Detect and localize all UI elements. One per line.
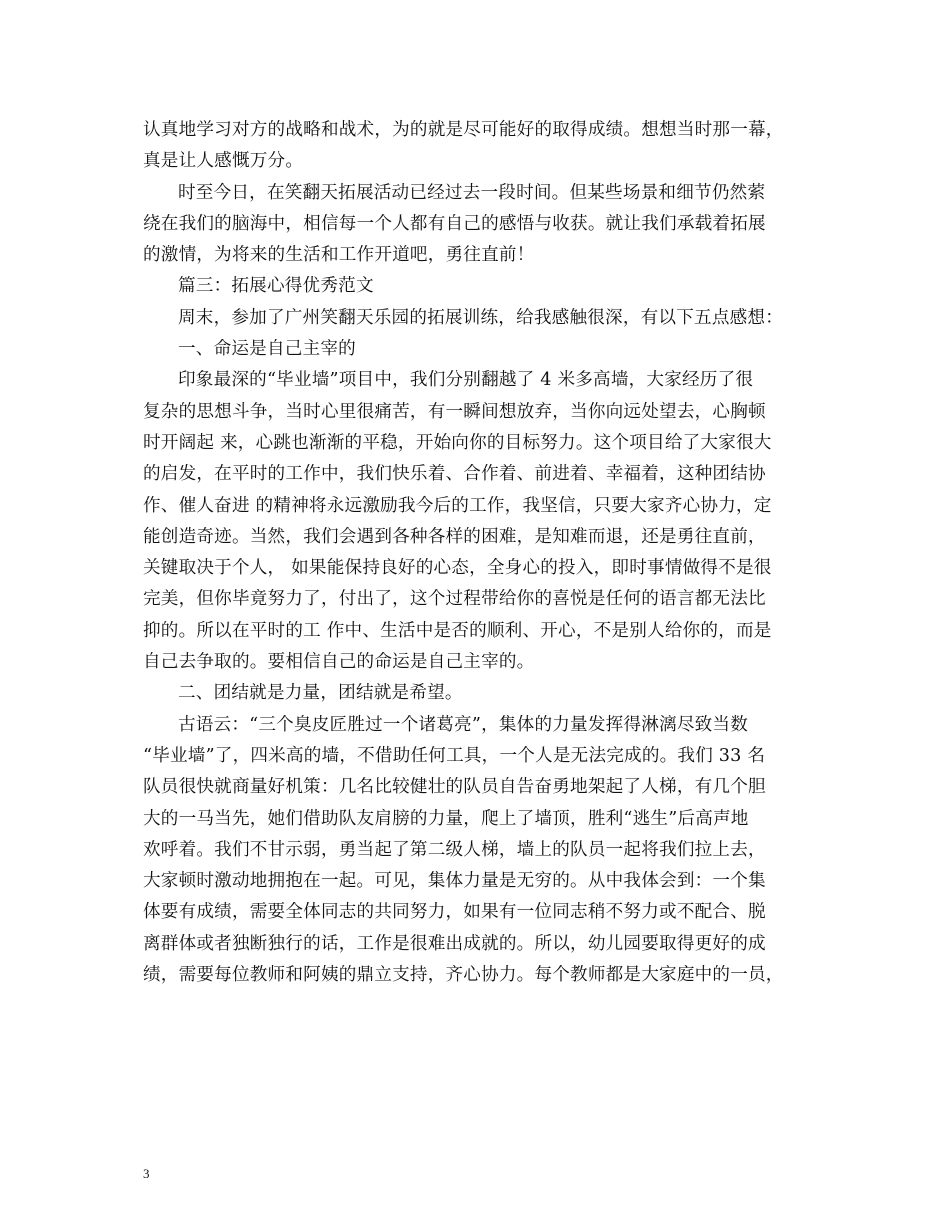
text-line: 绩，需要每位教师和阿姨的鼎立支持，齐心协力。每个教师都是大家庭中的一员， bbox=[143, 965, 784, 986]
text-line: 欢呼着。我们不甘示弱，勇当起了第二级人梯，墙上的队员一起将我们拉上去， bbox=[143, 839, 766, 860]
paragraph-start-line: 周末，参加了广州笑翻天乐园的拓展训练，给我感触很深，有以下五点感想： bbox=[178, 307, 783, 328]
text-line: 关键取决于个人， 如果能保持良好的心态，全身心的投入，即时事情做得不是很 bbox=[143, 558, 772, 579]
section-heading: 篇三：拓展心得优秀范文 bbox=[178, 276, 374, 297]
text-line: 能创造奇迹。当然，我们会遇到各种各样的困难，是知难而退，还是勇往直前， bbox=[143, 526, 766, 547]
paragraph-start-line: 时至今日，在笑翻天拓展活动已经过去一段时间。但某些场景和细节仍然萦 bbox=[178, 182, 766, 203]
text-line: 的激情，为将来的生活和工作开道吧，勇往直前！ bbox=[143, 245, 535, 266]
paragraph-start-line: 印象最深的“毕业墙”项目中，我们分别翻越了 4 米多高墙，大家经历了很 bbox=[178, 370, 754, 391]
text-line: 真是让人感慨万分。 bbox=[143, 151, 304, 172]
text-line: 队员很快就商量好机策：几名比较健壮的队员自告奋勇地架起了人梯，有几个胆 bbox=[143, 777, 766, 798]
text-line: 抑的。所以在平时的工 作中、生活中是否的顺利、开心，不是别人给你的，而是 bbox=[143, 620, 772, 641]
text-line: 作、催人奋进 的精神将永远激励我今后的工作，我坚信，只要大家齐心协力，定 bbox=[143, 495, 772, 516]
text-line: 时开阔起 来，心跳也渐渐的平稳，开始向你的目标努力。这个项目给了大家很大 bbox=[143, 432, 772, 453]
body-text bbox=[143, 115, 843, 991]
text-line: 离群体或者独断独行的话，工作是很难出成就的。所以，幼儿园要取得更好的成 bbox=[143, 933, 766, 954]
text-line: 认真地学习对方的战略和战术，为的就是尽可能好的取得成绩。想想当时那一幕， bbox=[143, 120, 784, 140]
text-line: 绕在我们的脑海中，相信每一个人都有自己的感悟与收获。就让我们承载着拓展 bbox=[143, 213, 766, 234]
text-line: 大的一马当先，她们借助队友肩膀的力量，爬上了墙顶，胜利“逃生”后高声地 bbox=[143, 808, 749, 829]
text-line: 的启发，在平时的工作中，我们快乐着、合作着、前进着、幸福着，这种团结协 bbox=[143, 464, 766, 485]
text-line: 自己去争取的。要相信自己的命运是自己主宰的。 bbox=[143, 652, 535, 673]
paragraph-start-line: 古语云：“三个臭皮匠胜过一个诸葛亮”，集体的力量发挥得淋漓尽致当数 bbox=[178, 714, 748, 735]
text-line: 体要有成绩，需要全体同志的共同努力，如果有一位同志稍不努力或不配合、脱 bbox=[143, 902, 766, 923]
text-line: 复杂的思想斗争，当时心里很痛苦，有一瞬间想放弃，当你向远处望去，心胸顿 bbox=[143, 401, 766, 422]
text-line: 大家顿时激动地拥抱在一起。可见，集体力量是无穷的。从中我体会到：一个集 bbox=[143, 871, 766, 892]
page-number: 3 bbox=[143, 1166, 150, 1181]
text-line: “毕业墙”了，四米高的墙，不借助任何工具，一个人是无法完成的。我们 33 名 bbox=[143, 745, 766, 766]
subheading: 一、命运是自己主宰的 bbox=[178, 339, 356, 360]
subheading: 二、团结就是力量，团结就是希望。 bbox=[178, 683, 463, 704]
text-line: 完美，但你毕竟努力了，付出了，这个过程带给你的喜悦是任何的语言都无法比 bbox=[143, 589, 766, 610]
